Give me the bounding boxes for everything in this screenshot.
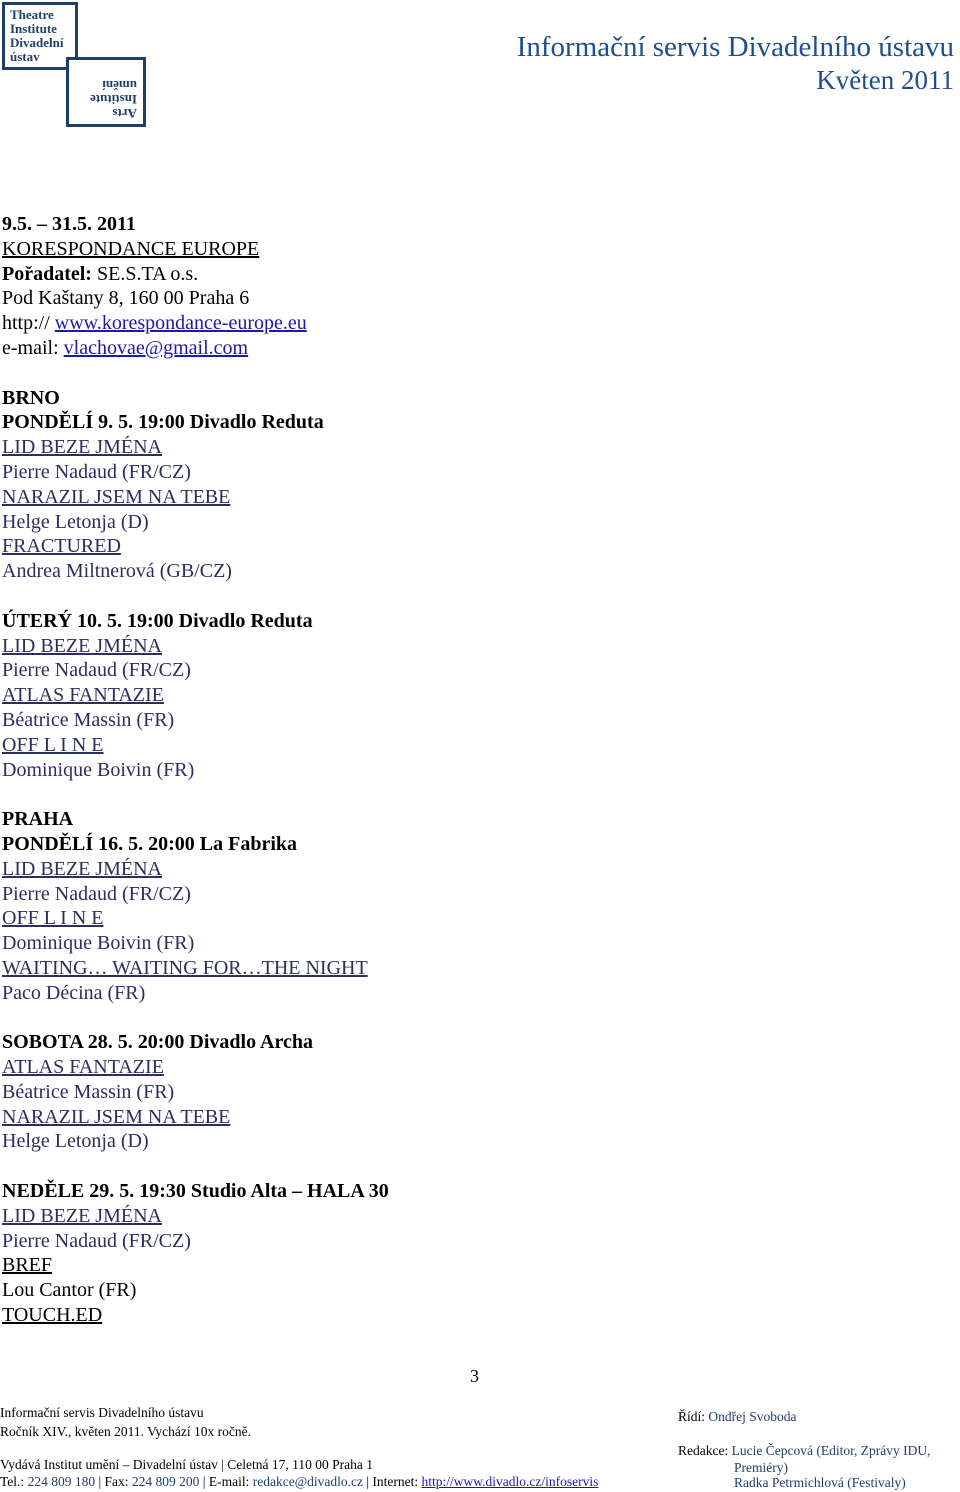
email-line xyxy=(2,336,902,361)
event-address: Pod Kaštany 8, 160 00 Praha 6 xyxy=(2,287,250,310)
logo-bottom-line: umění xyxy=(102,78,137,93)
logo-top-line: Theatre xyxy=(10,7,54,22)
show-artist: Pierre Nadaud (FR/CZ) xyxy=(2,882,191,905)
footer-editor xyxy=(678,1408,797,1425)
show-title: WAITING… WAITING FOR…THE NIGHT xyxy=(2,956,368,979)
internet-label: | Internet: xyxy=(366,1474,422,1489)
show-artist: Paco Décina (FR) xyxy=(2,981,146,1004)
fax-value: 224 809 200 xyxy=(128,1474,203,1489)
tel-label: Tel.: xyxy=(0,1474,25,1489)
show-title: BREF xyxy=(2,1254,53,1277)
show-title: OFF L I N E xyxy=(2,733,104,756)
show-title: OFF L I N E xyxy=(2,907,104,930)
logo-top-line: Divadelní xyxy=(10,35,64,50)
show-artist: Béatrice Massin (FR) xyxy=(2,708,175,731)
header-date: Květen 2011 xyxy=(816,65,954,95)
show-title: LID BEZE JMÉNA xyxy=(2,634,162,657)
logo-top-line: ústav xyxy=(10,49,40,64)
day-heading: SOBOTA 28. 5. 20:00 Divadlo Archa xyxy=(2,1031,313,1054)
city-heading: BRNO xyxy=(2,386,60,409)
show-title: LID BEZE JMÉNA xyxy=(2,857,162,880)
show-title: LID BEZE JMÉNA xyxy=(2,436,162,459)
show-artist: Helge Letonja (D) xyxy=(2,510,149,533)
fax-label: | Fax: xyxy=(98,1474,129,1489)
show-artist: Helge Letonja (D) xyxy=(2,1130,149,1153)
organizer-value: SE.S.TA o.s. xyxy=(91,262,199,285)
show-artist: Dominique Boivin (FR) xyxy=(2,758,195,781)
theatre-institute-logo xyxy=(0,0,148,128)
footer-email[interactable]: redakce@divadlo.cz xyxy=(249,1474,367,1489)
day-heading: NEDĚLE 29. 5. 19:30 Studio Alta – HALA 30 xyxy=(2,1180,389,1203)
logo-bottom-block xyxy=(66,57,146,127)
footer-issue: Ročník XIV., květen 2011. Vychází 10x ročně. xyxy=(0,1424,251,1439)
logo-bottom-line: Arts xyxy=(112,106,137,121)
event-email-link[interactable]: vlachovae@gmail.com xyxy=(63,336,249,359)
show-title: LID BEZE JMÉNA xyxy=(2,1204,162,1227)
organizer-line xyxy=(2,262,902,287)
show-title: NARAZIL JSEM NA TEBE xyxy=(2,1105,231,1128)
day-heading: PONDĚLÍ 9. 5. 19:00 Divadlo Reduta xyxy=(2,411,324,434)
footer-staff xyxy=(678,1442,931,1459)
show-title: FRACTURED xyxy=(2,535,121,558)
footer-publisher: Vydává Institut umění – Divadelní ústav | Celetná 17, 110 00 Praha 1 xyxy=(0,1457,374,1472)
city-heading: PRAHA xyxy=(2,808,74,831)
web-prefix: http:// xyxy=(2,312,55,335)
footer-internet-link[interactable]: http://www.divadlo.cz/infoservis xyxy=(421,1474,599,1489)
tel-value: 224 809 180 xyxy=(24,1474,99,1489)
show-title: ATLAS FANTAZIE xyxy=(2,1056,164,1079)
footer-publication-name: Informační servis Divadelního ústavu xyxy=(0,1405,204,1420)
web-line xyxy=(2,311,902,336)
show-title: TOUCH.ED xyxy=(2,1304,103,1327)
day-heading: ÚTERÝ 10. 5. 19:00 Divadlo Reduta xyxy=(2,609,313,632)
show-title: ATLAS FANTAZIE xyxy=(2,684,164,707)
staff-member-1: Lucie Čepcová (Editor, Zprávy IDU, xyxy=(728,1443,931,1458)
email-prefix: e-mail: xyxy=(2,336,64,359)
page-number: 3 xyxy=(470,1366,479,1386)
day-heading: PONDĚLÍ 16. 5. 20:00 La Fabrika xyxy=(2,832,298,855)
staff-member-2: Radka Petrmichlová (Festivaly) xyxy=(734,1475,906,1490)
editor-name: Ondřej Svoboda xyxy=(705,1409,797,1424)
logo-top-line: Institute xyxy=(10,21,57,36)
show-title: NARAZIL JSEM NA TEBE xyxy=(2,485,231,508)
show-artist: Andrea Miltnerová (GB/CZ) xyxy=(2,560,232,583)
staff-label: Redakce: xyxy=(678,1443,729,1458)
show-artist: Pierre Nadaud (FR/CZ) xyxy=(2,659,191,682)
event-web-link[interactable]: www.korespondance-europe.eu xyxy=(54,312,307,335)
show-artist: Béatrice Massin (FR) xyxy=(2,1080,175,1103)
footer-contacts xyxy=(0,1473,598,1490)
event-dates: 9.5. – 31.5. 2011 xyxy=(2,213,136,235)
editor-label: Řídí: xyxy=(678,1409,706,1424)
logo-bottom-line: Institute xyxy=(90,92,137,107)
event-name: KORESPONDANCE EUROPE xyxy=(2,237,260,260)
header-title: Informační servis Divadelního ústavu xyxy=(516,31,954,63)
show-artist: Lou Cantor (FR) xyxy=(2,1279,137,1302)
document-body xyxy=(2,212,902,1328)
show-artist: Dominique Boivin (FR) xyxy=(2,932,195,955)
show-artist: Pierre Nadaud (FR/CZ) xyxy=(2,460,191,483)
email-label: | E-mail: xyxy=(202,1474,250,1489)
show-artist: Pierre Nadaud (FR/CZ) xyxy=(2,1229,191,1252)
staff-member-1-cont: Premiéry) xyxy=(734,1460,788,1475)
organizer-label: Pořadatel: xyxy=(2,262,92,285)
